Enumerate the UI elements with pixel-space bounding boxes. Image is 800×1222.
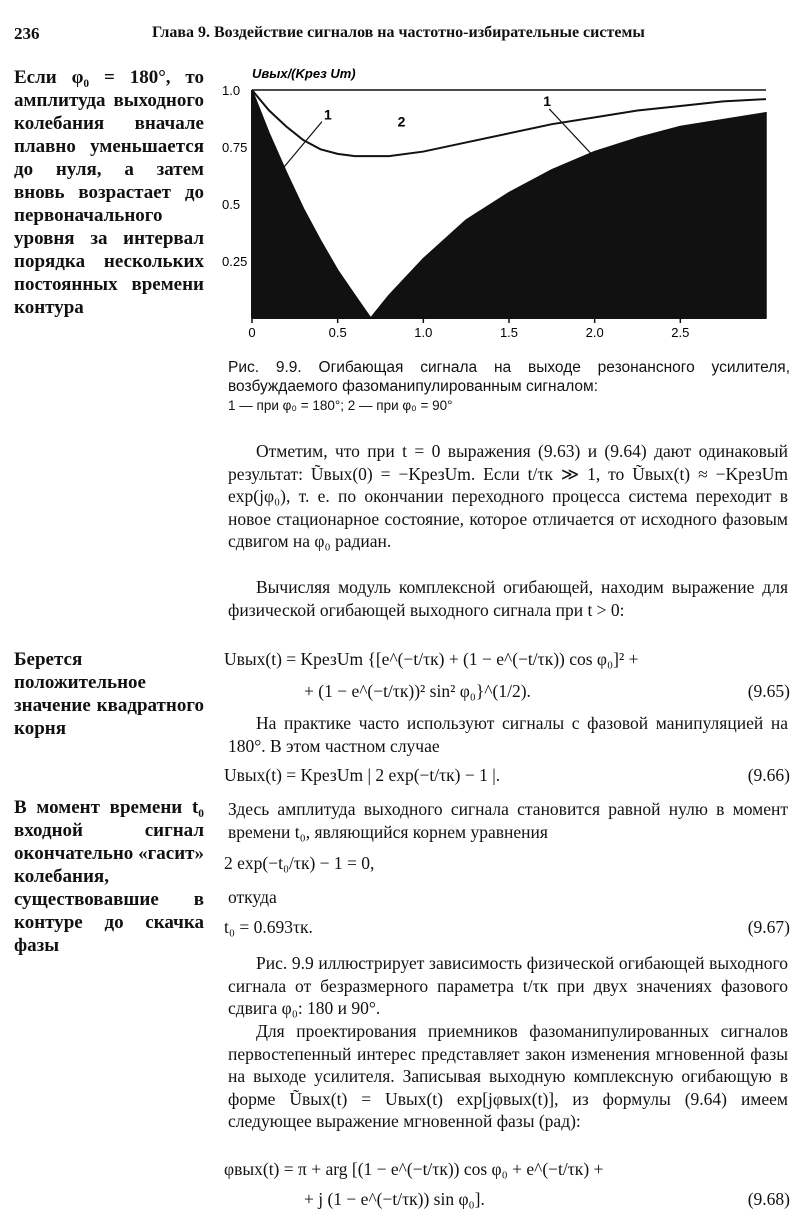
y-tick-label: 0.5: [222, 197, 241, 212]
annotation-label: 2: [397, 113, 406, 130]
equation-root: [224, 852, 790, 874]
y-axis-label: Uвых/(Kрез Um): [252, 66, 356, 81]
paragraph-2: Вычисляя модуль комплексной огибающей, находим выражение для физической огибающей выходного сигнала при t > 0:: [228, 577, 788, 620]
margin-note-3: В момент времени t₀ входной сигнал окончательно «гасит» колебания, существовавшие в контуре до скачка фазы: [14, 797, 204, 956]
x-tick-label: 0: [248, 325, 256, 340]
running-header: Глава 9. Воздействие сигналов на частотно-избирательные системы: [152, 24, 645, 41]
equation-9-65-line-1: [224, 648, 790, 670]
x-tick-label: 0.5: [328, 325, 347, 340]
equation-number: (9.65): [747, 681, 790, 701]
envelope-chart: [218, 62, 778, 342]
paragraph-3: На практике часто используют сигналы с фазовой манипуляцией на 180°. В этом частном случае: [228, 713, 788, 756]
paragraph-5: откуда: [228, 887, 277, 907]
equation-text: 2 exp(−t₀/τк) − 1 = 0,: [224, 853, 375, 873]
annotation-leader: [549, 109, 591, 154]
equation-number: (9.68): [747, 1189, 790, 1209]
equation-text: + j (1 − e^(−t/τк)) sin φ₀].: [304, 1189, 485, 1209]
paragraph-7: Для проектирования приемников фазоманипулированных сигналов первостепенный интерес представляет закон изменения мгновенной фазы на выходе усилителя. Записывая выходную комплексную огибающую в форме Ũвых(t) = Uвых(t) exp[jφвых(t)], из формулы (9.64) имеем следующее выражение мгновенной фазы (рад):: [228, 1021, 788, 1131]
equation-9-67: [224, 916, 790, 938]
paragraph-1: Отметим, что при t = 0 выражения (9.63) и (9.64) дают одинаковый результат: Ũвых(0) = −KрезUm. Если t/τк ≫ 1, то Ũвых(t) ≈ −KрезUm exp(jφ₀), т. е. по окончании переходного процесса система переходит в новое стационарное состояние, которое отличается от исходного фазовым сдвигом на φ₀ радиан.: [228, 441, 788, 551]
equation-9-68-line-2: [224, 1188, 790, 1210]
page-number: 236: [14, 24, 40, 43]
equation-text: Uвых(t) = KрезUm {[e^(−t/τк) + (1 − e^(−t/τк)) cos φ₀]² +: [224, 649, 639, 669]
x-tick-label: 1.0: [414, 325, 433, 340]
caption-legend: 1 — при φ₀ = 180°; 2 — при φ₀ = 90°: [228, 398, 453, 413]
paragraph-6: Рис. 9.9 иллюстрирует зависимость физической огибающей выходного сигнала от безразмерного параметра t/τк при двух значениях фазового сдвига φ₀: 180 и 90°.: [228, 953, 788, 1018]
annotation-label: 1: [543, 92, 552, 109]
margin-note-1: Если φ₀ = 180°, то амплитуда выходного колебания вначале плавно уменьшается до нуля, а затем вновь возрастает до первоначального уровня за интервал порядка нескольких постоянных времени контура: [14, 67, 204, 318]
equation-text: t₀ = 0.693τк.: [224, 917, 313, 937]
annotation-label: 1: [323, 106, 332, 123]
y-tick-label: 0.75: [222, 140, 248, 155]
equation-number: (9.67): [747, 917, 790, 937]
equation-9-68-line-1: [224, 1158, 790, 1180]
x-tick-label: 1.5: [499, 325, 519, 340]
equation-9-66: [224, 764, 790, 786]
y-tick-label: 1.0: [222, 83, 241, 98]
figure-caption: [228, 358, 790, 415]
equation-number: (9.66): [747, 765, 790, 785]
margin-note-2: Берется положительное значение квадратного корня: [14, 649, 204, 739]
equation-text: φвых(t) = π + arg [(1 − e^(−t/τк)) cos φ₀ + e^(−t/τк) +: [224, 1159, 604, 1179]
paragraph-4: Здесь амплитуда выходного сигнала становится равной нулю в момент времени t₀, являющийся корнем уравнения: [228, 799, 788, 842]
equation-text: + (1 − e^(−t/τк))² sin² φ₀}^(1/2).: [304, 681, 531, 701]
equation-text: Uвых(t) = KрезUm | 2 exp(−t/τк) − 1 |.: [224, 765, 501, 785]
caption-text: Рис. 9.9. Огибающая сигнала на выходе резонансного усилителя, возбуждаемого фазоманипулированным сигналом:: [228, 359, 790, 395]
x-tick-label: 2.0: [585, 325, 604, 340]
y-tick-label: 0.25: [222, 254, 248, 269]
x-tick-label: 2.5: [671, 325, 690, 340]
annotation-leader: [276, 122, 322, 177]
series-1-fill: [252, 90, 766, 318]
equation-9-65-line-2: [224, 680, 790, 702]
